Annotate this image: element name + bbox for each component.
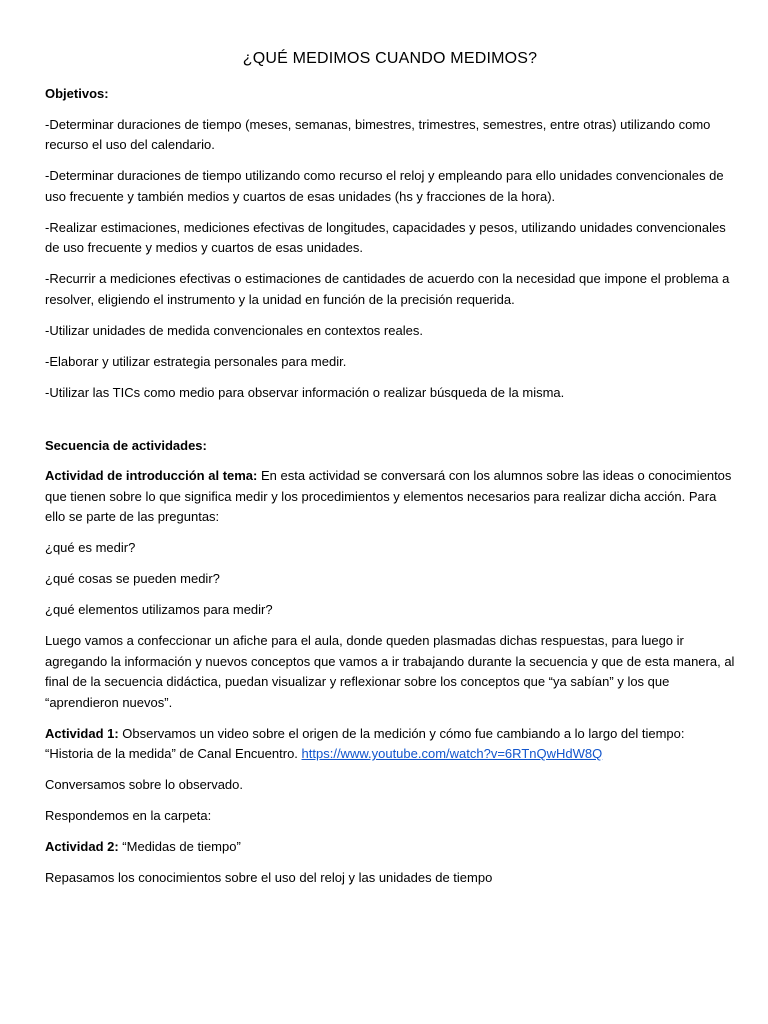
conversamos-paragraph: Conversamos sobre lo observado. (45, 777, 243, 792)
objetivo-item: -Elaborar y utilizar estrategia personales para medir. (45, 353, 347, 369)
intro-text: En esta actividad se conversará con los alumnos sobre las ideas o conocimientos que tienen sobre lo que significa medir y los procedimientos y elementos necesarios para realizar dicha acción. Para ello se parte de las preguntas: (45, 468, 732, 524)
afiche-paragraph: Luego vamos a confeccionar un afiche para el aula, donde queden plasmadas dichas respuestas, para luego ir agregando la información y nuevos conceptos que vamos a ir trabajando durante la secuencia y que de esta manera, al final de la secuencia didáctica, puedan visualizar y reflexionar sobre los conceptos que “ya sabían” y los que “aprendieron nuevos”. (45, 633, 735, 710)
actividad-1-label: Actividad 1: (45, 725, 119, 741)
respondemos-paragraph: Respondemos en la carpeta: (45, 808, 212, 823)
actividad-1-text: Observamos un video sobre el origen de la medición y cómo fue cambiando a lo largo del tiempo: “Historia de la medida” de Canal Encuentro. (45, 725, 685, 761)
objetivo-item: -Determinar duraciones de tiempo (meses, semanas, bimestres, trimestres, semestres, entre otras) utilizando como recurso el uso del calendario. (45, 116, 711, 152)
objetivos-heading: Objetivos: (45, 86, 109, 101)
document-title: ¿QUÉ MEDIMOS CUANDO MEDIMOS? (242, 50, 538, 67)
repasamos-paragraph: Repasamos los conocimientos sobre el uso del reloj y las unidades de tiempo (45, 870, 493, 885)
actividad-2-paragraph (45, 837, 735, 858)
document-page (45, 48, 735, 899)
objetivo-item: -Recurrir a mediciones efectivas o estimaciones de cantidades de acuerdo con la necesidad que impone el problema a resolver, eligiendo el instrumento y la unidad en función de la precisión requerida. (45, 271, 730, 307)
pregunta-item: ¿qué cosas se pueden medir? (45, 571, 220, 586)
intro-paragraph (45, 466, 735, 528)
secuencia-heading: Secuencia de actividades: (45, 437, 207, 453)
intro-label: Actividad de introducción al tema: (45, 468, 258, 483)
actividad-1-paragraph (45, 724, 735, 765)
objetivo-item: -Utilizar las TICs como medio para observar información o realizar búsqueda de la misma. (45, 384, 565, 400)
video-link[interactable]: https://www.youtube.com/watch?v=6RTnQwHdW8Q (301, 746, 603, 761)
objetivo-item: -Determinar duraciones de tiempo utilizando como recurso el reloj y empleando para ello unidades convencionales de uso frecuente y también medios y cuartos de esas unidades (hs y fracciones de la hora). (45, 168, 724, 204)
objetivo-item: -Realizar estimaciones, mediciones efectivas de longitudes, capacidades y pesos, utilizando unidades convencionales de uso frecuente y medios y cuartos de esas unidades. (45, 219, 726, 255)
actividad-2-text: “Medidas de tiempo” (118, 839, 241, 854)
pregunta-item: ¿qué elementos utilizamos para medir? (45, 602, 273, 617)
pregunta-item: ¿qué es medir? (45, 540, 136, 555)
objetivo-item: -Utilizar unidades de medida convencionales en contextos reales. (45, 322, 423, 338)
section-spacer (45, 414, 735, 436)
actividad-2-label: Actividad 2: (45, 839, 119, 854)
